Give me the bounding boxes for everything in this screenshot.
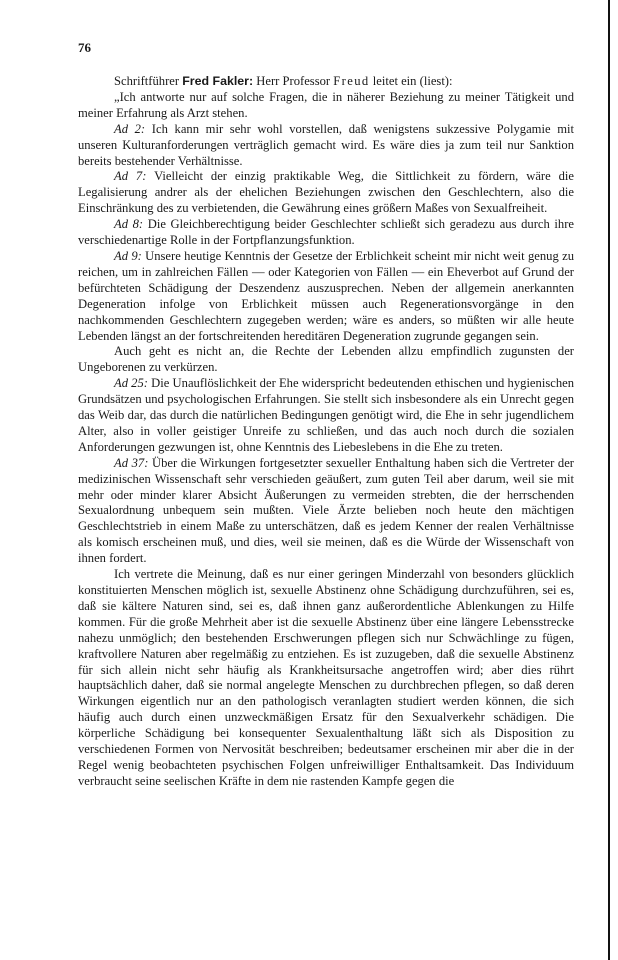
- question-ref: Ad 25:: [114, 376, 148, 391]
- paragraph-text: Die Unauflöslichkeit der Ehe widerspricht bedeutenden ethischen und hygienischen Grundsätzen und psychologischen Erfahrungen. Sie stellt sich insbesondere als ein Unrecht gegen das Weib dar, das durch die natürlichen Bedingungen genötigt wird, die Ehe in sehr jugendlichem Alter, also in voller geistiger Unreife zu schließen, und das auch noch durch die sozialen Anforderungen gezwungen ist, ohne Kenntnis des Liebeslebens in die Ehe zu treten.: [78, 376, 574, 454]
- scan-edge-line: [608, 0, 610, 960]
- paragraph-3: [78, 217, 574, 249]
- paragraph-text: Unsere heutige Kenntnis der Gesetze der Erblichkeit scheint mir nicht weit genug zu reichen, um in zahlreichen Fällen — oder Kategorien von Fällen — ein Eheverbot auf Grund der befürchteten Schädigung der Deszendenz auszusprechen. Neben der allgemein anerkannten Degeneration infolge von Erblichkeit müssen auch Regenerationsvorgänge in den nachkommenden Geschlechtern zugegeben werden; wäre es anders, so müßten wir alle heute Lebenden längst an der fortschreitenden hereditären Degeneration zugrunde gegangen sein.: [78, 248, 574, 343]
- paragraph-text: Die Gleichberechtigung beider Geschlechter schließt sich geradezu aus durch ihre verschiedenartige Rolle in der Fortpflanzungsfunktion.: [78, 217, 574, 248]
- paragraph-2: [78, 169, 574, 217]
- question-ref: Ad 9:: [114, 248, 142, 263]
- paragraph-6: [78, 376, 574, 456]
- paragraph-text: Auch geht es nicht an, die Rechte der Lebenden allzu empfindlich zugunsten der Ungeborenen zu verkürzen.: [78, 344, 574, 375]
- question-ref: Ad 8:: [114, 217, 144, 232]
- paragraph-5: [78, 344, 574, 376]
- author-name: Freud: [333, 74, 370, 88]
- paragraph-8: [78, 567, 574, 790]
- page-number: 76: [78, 40, 91, 55]
- paragraph-1: [78, 122, 574, 170]
- paragraph-text: Über die Wirkungen fortgesetzter sexueller Enthaltung haben sich die Vertreter der medizinischen Wissenschaft sehr verschieden geäußert, zum guten Teil aber darum, weil sie mit mehr oder minder klarer Absicht Äußerungen zu vermeiden strebten, die der herrschenden Sexualordnung unbequem sein mußten. Viele Ärzte belieben noch heute den mächtigen Geschlechtstrieb in einem Maße zu unterschätzen, daß es jedem Kenner der realen Verhältnisse als komisch erscheinen muß, und dies, weil sie meinen, daß es die Würde der Wissenschaft von ihnen fordert.: [78, 455, 574, 566]
- paragraph-text: Ich kann mir sehr wohl vorstellen, daß wenigstens sukzessive Polygamie mit unseren Kulturanforderungen verträglich gemacht wird. Es wäre dies ja zum teil nur Sanktion bereits bestehender Verhältnisse.: [78, 121, 574, 168]
- intro-text-before: Herr Professor: [253, 74, 334, 88]
- question-ref: Ad 2:: [114, 121, 146, 136]
- question-ref: Ad 7:: [114, 169, 147, 184]
- paragraph-4: [78, 249, 574, 344]
- question-ref: Ad 37:: [114, 455, 149, 470]
- intro-text-after: leitet ein (liest):: [369, 74, 453, 88]
- paragraph-text: Ich vertrete die Meinung, daß es nur einer geringen Minderzahl von besonders glücklich konstituierten Menschen möglich ist, sexuelle Abstinenz ohne Schädigung durchzuführen, sei es, daß sie kältere Naturen sind, sei es, daß ihnen ganz außerordentliche Ablenkungen zu Hilfe kommen. Für die große Mehrheit aber ist die sexuelle Abstinenz über eine längere Lebensstrecke nahezu unmöglich; den bestehenden Erschwerungen pflegen sich nur Schwächlinge zu fügen, kraftvollere Naturen aber regelmäßig zu entziehen. Es ist zuzugeben, daß die sexuelle Abstinenz für sich allein nicht sehr häufig als Krankheitsursache angetroffen wird; aber dies rührt hauptsächlich daher, daß sie normal angelegte Menschen zu durchbrechen pflegen, so daß deren Wirkungen eigentlich nur an den pathologisch veranlagten studiert werden können, die sich häufig auch durch einen unzweckmäßigen Ersatz für den Sexualverkehr schädigen. Die körperliche Schädigung bei konsequenter Sexualenthaltung läßt sich als Disposition zu verschiedenen Formen von Nervosität beschreiben; bedeutsamer erscheinen mir aber die in der Regel wenig beobachteten psychischen Folgen unfreiwilliger Enthaltsamkeit. Das Individuum verbraucht seine seelischen Kräfte in dem nie rastenden Kampfe gegen die: [78, 567, 574, 788]
- speaker-name: Fred Fakler:: [182, 74, 254, 88]
- paragraph-text: „Ich antworte nur auf solche Fragen, die in näherer Beziehung zu meiner Tätigkeit und meiner Erfahrung als Arzt stehen.: [78, 89, 574, 120]
- intro-paragraph: [78, 74, 574, 90]
- paragraph-0: [78, 90, 574, 122]
- page-body: [78, 74, 574, 790]
- paragraph-text: Vielleicht der einzig praktikable Weg, die Sittlichkeit zu fördern, wäre die Legalisierung andrer als der ehelichen Beziehungen zwischen den Geschlechtern, also die Einschränkung des zu verbietenden, die Gewährung eines größern Maßes von Sexualfreiheit.: [78, 169, 574, 216]
- paragraph-7: [78, 456, 574, 567]
- intro-label: Schriftführer: [114, 74, 180, 88]
